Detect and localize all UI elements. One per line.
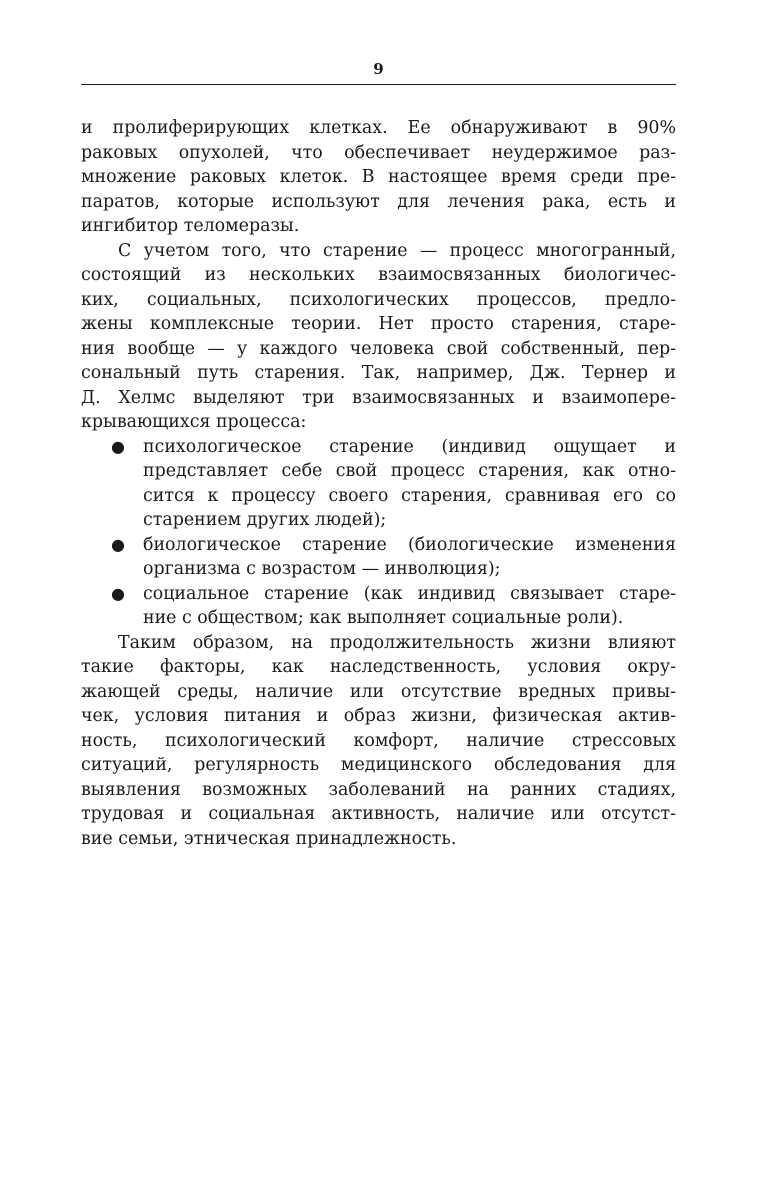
paragraph-aging-theories [81,239,676,435]
text-line: биологическое старение (биологические изменения [143,534,676,555]
text-line: ситуаций, регулярность медицинского обследования для [81,755,676,775]
text-line: организма с возрастом — инволюция); [143,559,501,579]
page-number: 9 [373,60,384,78]
text-line: С учетом того, что старение — процесс многогранный, [118,240,676,261]
aging-process-list [81,435,676,631]
text-line: трудовая и социальная активность, наличие или отсутст- [81,804,676,824]
text-line: жающей среды, наличие или отсутствие вредных привы- [81,681,676,702]
text-line: старением других людей); [143,510,387,530]
text-line: чек, условия питания и образ жизни, физическая актив- [81,706,676,726]
header-rule [81,84,676,85]
paragraph-conclusion [81,631,676,852]
text-line: крывающихся процесса: [81,412,307,432]
text-line: представляет себе свой процесс старения, как отно- [143,461,676,481]
text-line: выявления возможных заболеваний на ранних стадиях, [81,779,676,800]
text-line: сится к процессу своего старения, сравнивая его со [143,485,676,506]
paragraph-telomerase [81,116,676,239]
bullet-icon: ● [111,436,125,456]
text-line: ких, социальных, психологических процессов, предло- [81,289,676,310]
text-line: ния вообще — у каждого человека свой собственный, пер- [81,338,676,359]
text-line: Д. Хелмс выделяют три взаимосвязанных и взаимопере- [81,387,676,408]
list-item-biological [81,533,676,582]
bullet-icon: ● [111,534,125,554]
text-line: паратов, которые используют для лечения рака, есть и [81,191,676,212]
bullet-icon: ● [111,583,125,603]
text-line: ингибитор теломеразы. [81,216,300,236]
text-line: жены комплексные теории. Нет просто старения, старе- [81,314,676,334]
text-line: такие факторы, как наследственность, условия окру- [81,657,676,677]
text-line: множение раковых клеток. В настоящее время среди пре- [81,167,676,187]
text-line: состоящий из нескольких взаимосвязанных биологичес- [81,265,676,285]
list-item-social [81,582,676,631]
text-line: раковых опухолей, что обеспечивает неудержимое раз- [81,142,676,163]
text-line: социальное старение (как индивид связывает старе- [143,583,676,604]
text-line: вие семьи, этническая принадлежность. [81,828,457,849]
text-line: ние с обществом; как выполняет социальные роли). [143,608,624,628]
text-line: Таким образом, на продолжительность жизни влияют [118,632,676,653]
text-line: сональный путь старения. Так, например, Дж. Тернер и [81,363,676,383]
text-line: и пролиферирующих клетках. Ее обнаруживают в 90% [81,118,676,138]
text-line: психологическое старение (индивид ощущает и [143,436,676,457]
book-page [81,58,676,851]
text-line: ность, психологический комфорт, наличие стрессовых [81,730,676,751]
list-item-psychological [81,435,676,533]
